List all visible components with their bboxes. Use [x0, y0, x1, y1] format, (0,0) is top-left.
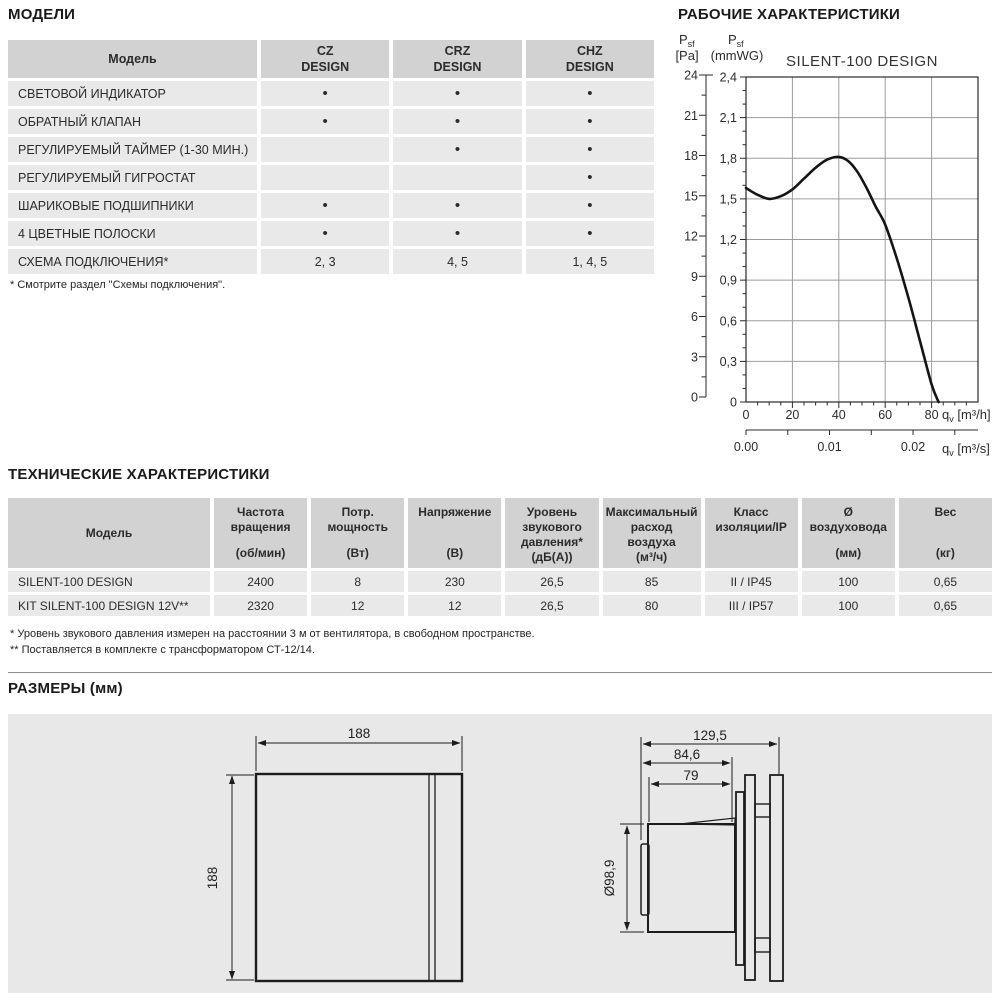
feature-cell: 4 ЦВЕТНЫЕ ПОЛОСКИ: [8, 221, 257, 246]
performance-heading: РАБОЧИЕ ХАРАКТЕРИСТИКИ: [678, 6, 901, 23]
value-cell: •: [526, 193, 654, 218]
value-cell: 12: [311, 595, 404, 616]
front-width-label: 188: [347, 726, 371, 741]
mounting-plate: [736, 792, 744, 965]
x2-tick-label: 0.00: [733, 440, 759, 454]
value-cell: [393, 165, 521, 190]
tech-footnote-2: ** Поставляется в комплекте с трансформатором СТ-12/14.: [10, 644, 315, 656]
x-axis-unit: $q_v$ [m³/h]: [942, 407, 991, 424]
front-view-dimensions: [226, 736, 462, 980]
column-header: Напряжение (В): [408, 498, 501, 568]
value-cell: 100: [802, 595, 895, 616]
pa-tick-label: 15: [684, 189, 698, 204]
value-cell: •: [393, 109, 521, 134]
column-header: CHZ DESIGN: [526, 40, 654, 78]
column-header: Модель: [8, 40, 257, 78]
value-cell: •: [261, 81, 389, 106]
pa-tick-label: 18: [684, 149, 698, 163]
value-cell: •: [393, 221, 521, 246]
side-view: [641, 775, 783, 981]
duct-body: [648, 824, 735, 932]
pa-tick-label: 6: [691, 310, 698, 324]
value-cell: •: [526, 137, 654, 162]
pa-axis-unit: [Pa]: [675, 48, 699, 63]
mmwg-axis-name: $P_{sf}$: [728, 32, 744, 49]
x-tick-label: 80: [924, 408, 939, 422]
column-header: Вес (кг): [899, 498, 992, 568]
mmwg-tick-label: 0,9: [719, 273, 737, 288]
depth-label: 129,5: [693, 728, 727, 743]
feature-cell: РЕГУЛИРУЕМЫЙ ГИГРОСТАТ: [8, 165, 257, 190]
mmwg-tick-label: 0,6: [719, 314, 737, 329]
column-header: Уровень звукового давления* (дБ(А)): [505, 498, 598, 568]
value-cell: 80: [603, 595, 701, 616]
value-cell: •: [261, 221, 389, 246]
front-cover-bar: [770, 775, 783, 981]
chart-title: SILENT-100 DESIGN: [786, 53, 938, 70]
x-tick-label: 0: [742, 408, 750, 422]
value-cell: •: [393, 81, 521, 106]
column-header: Класс изоляции/IP: [705, 498, 798, 568]
value-cell: 0,65: [899, 595, 992, 616]
mmwg-tick-label: 1,2: [719, 233, 737, 247]
model-cell: SILENT-100 DESIGN: [8, 571, 210, 592]
column-header: CRZ DESIGN: [393, 40, 521, 78]
tech-footnote-1: * Уровень звукового давления измерен на расстоянии 3 м от вентилятора, в свободном пространстве.: [10, 628, 535, 640]
mmwg-tick-label: 1,8: [719, 151, 737, 166]
pa-axis-name: $P_{sf}$: [679, 32, 695, 49]
models-table: [8, 40, 654, 274]
mmwg-tick-label: 0: [730, 395, 737, 410]
value-cell: 2, 3: [261, 249, 389, 274]
value-cell: 0,65: [899, 571, 992, 592]
value-cell: •: [261, 193, 389, 218]
column-header: Максимальный расход воздуха (м³/ч): [603, 498, 701, 568]
dimensions-heading: РАЗМЕРЫ (мм): [8, 680, 123, 697]
pa-tick-label: 0: [691, 390, 698, 405]
mmwg-tick-label: 0,3: [719, 354, 737, 369]
value-cell: 1, 4, 5: [526, 249, 654, 274]
pa-tick-label: 9: [691, 269, 698, 284]
value-cell: [261, 137, 389, 162]
model-cell: KIT SILENT-100 DESIGN 12V**: [8, 595, 210, 616]
feature-cell: СХЕМА ПОДКЛЮЧЕНИЯ*: [8, 249, 257, 274]
mmwg-tick-label: 2,4: [719, 70, 737, 85]
x2-tick-label: 0.01: [817, 440, 842, 454]
front-height-label: 188: [205, 866, 220, 890]
value-cell: •: [526, 81, 654, 106]
front-square: [256, 774, 462, 981]
diameter-label: Ø98,9: [602, 859, 617, 897]
value-cell: 12: [408, 595, 501, 616]
performance-chart: [668, 28, 998, 460]
value-cell: II / IP45: [705, 571, 798, 592]
value-cell: 100: [802, 571, 895, 592]
feature-cell: ШАРИКОВЫЕ ПОДШИПНИКИ: [8, 193, 257, 218]
back-frame-bar: [745, 775, 755, 980]
value-cell: •: [526, 221, 654, 246]
outer-label: 84,6: [673, 747, 701, 762]
value-cell: 85: [603, 571, 701, 592]
dimension-drawings: [8, 714, 992, 993]
value-cell: 2400: [214, 571, 307, 592]
duct-label: 79: [683, 768, 699, 783]
value-cell: 26,5: [505, 571, 598, 592]
value-cell: 4, 5: [393, 249, 521, 274]
column-header: Частота вращения (об/мин): [214, 498, 307, 568]
column-header: Модель: [8, 498, 210, 568]
column-header: Ø воздуховода (мм): [802, 498, 895, 568]
x2-axis-unit: $q_v$ [m³/s]: [942, 441, 990, 458]
x-tick-label: 20: [785, 408, 800, 422]
x-tick-label: 40: [831, 408, 846, 422]
feature-cell: ОБРАТНЫЙ КЛАПАН: [8, 109, 257, 134]
value-cell: 8: [311, 571, 404, 592]
value-cell: •: [261, 109, 389, 134]
value-cell: •: [526, 165, 654, 190]
front-view: [256, 774, 462, 981]
models-heading: МОДЕЛИ: [8, 6, 76, 23]
x2-tick-label: 0.02: [900, 440, 926, 454]
mmwg-axis-unit: (mmWG): [710, 48, 764, 63]
feature-cell: СВЕТОВОЙ ИНДИКАТОР: [8, 81, 257, 106]
x-tick-label: 60: [878, 408, 893, 422]
performance-curve: [746, 157, 939, 402]
section-divider: [8, 672, 992, 673]
tech-heading: ТЕХНИЧЕСКИЕ ХАРАКТЕРИСТИКИ: [8, 466, 270, 483]
pa-tick-label: 21: [684, 108, 698, 123]
tech-table: [8, 498, 992, 616]
value-cell: 26,5: [505, 595, 598, 616]
models-footnote: * Смотрите раздел "Схемы подключения".: [10, 279, 226, 291]
spacer-bottom: [755, 938, 770, 952]
value-cell: III / IP57: [705, 595, 798, 616]
spacer-top: [755, 804, 770, 817]
value-cell: •: [393, 193, 521, 218]
value-cell: •: [526, 109, 654, 134]
pa-tick-label: 3: [691, 350, 698, 365]
value-cell: •: [393, 137, 521, 162]
pa-tick-label: 24: [684, 68, 698, 83]
column-header: CZ DESIGN: [261, 40, 389, 78]
value-cell: 2320: [214, 595, 307, 616]
mmwg-tick-label: 1,5: [719, 192, 737, 207]
pa-tick-label: 12: [684, 229, 698, 244]
mmwg-tick-label: 2,1: [719, 111, 737, 126]
feature-cell: РЕГУЛИРУЕМЫЙ ТАЙМЕР (1-30 МИН.): [8, 137, 257, 162]
value-cell: [261, 165, 389, 190]
column-header: Потр. мощность (Вт): [311, 498, 404, 568]
value-cell: 230: [408, 571, 501, 592]
